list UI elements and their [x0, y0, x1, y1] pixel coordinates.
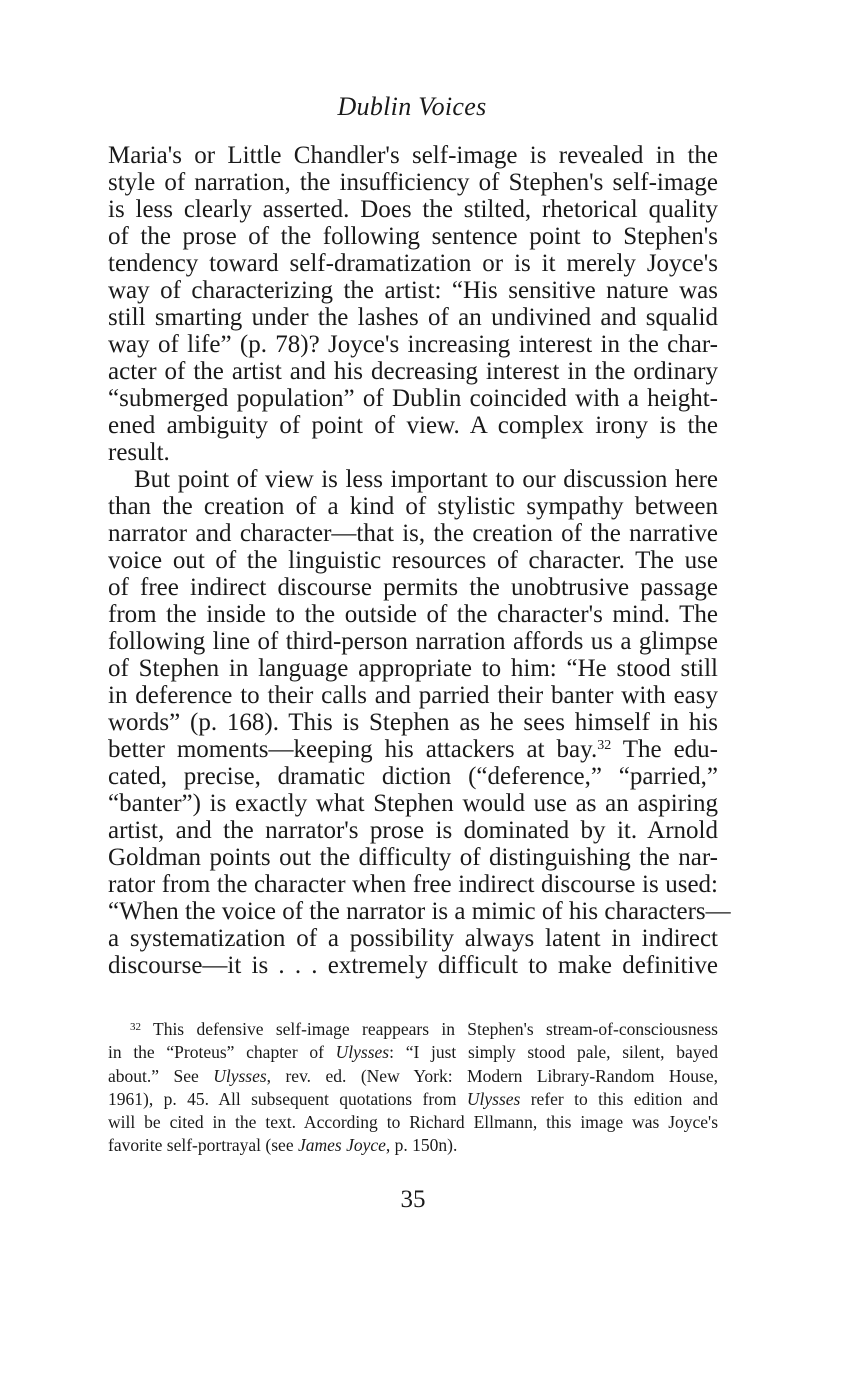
text-line: narrator and character—that is, the creation of the narrative: [108, 520, 718, 547]
footnote-text: 1961), p. 45. All subsequent quotations from: [108, 1088, 467, 1109]
footnote: [108, 1018, 718, 1158]
text-line: [108, 736, 718, 763]
text-line: “banter”) is exactly what Stephen would use as an aspiring: [108, 790, 718, 817]
text-line: than the creation of a kind of stylistic sympathy between: [108, 493, 718, 520]
text-line: But point of view is less important to our discussion here: [134, 466, 718, 493]
text-line: in deference to their calls and parried their banter with easy: [108, 682, 718, 709]
text-line: rator from the character when free indirect discourse is used:: [108, 871, 718, 898]
text-line: Maria's or Little Chandler's self-image is revealed in the: [108, 142, 718, 169]
running-head: Dublin Voices: [337, 92, 487, 121]
footnote-text: about.” See: [108, 1065, 214, 1086]
footnote-line: [108, 1018, 718, 1041]
text-segment: better moments—keeping his attackers at bay.: [108, 736, 598, 763]
footnote-title: Ulysses: [213, 1065, 267, 1086]
text-line: result.: [108, 439, 170, 466]
text-line: voice out of the linguistic resources of character. The use: [108, 547, 718, 574]
text-line: words” (p. 168). This is Stephen as he sees himself in his: [108, 709, 718, 736]
footnote-text: refer to this edition and: [520, 1088, 718, 1109]
footnote-line: [108, 1088, 718, 1111]
text-line: way of characterizing the artist: “His sensitive nature was: [108, 277, 718, 304]
text-line: tendency toward self-dramatization or is it merely Joyce's: [108, 250, 718, 277]
text-line: style of narration, the insufficiency of Stephen's self-image: [108, 169, 718, 196]
text-line: from the inside to the outside of the character's mind. The: [108, 601, 718, 628]
text-line: is less clearly asserted. Does the stilted, rhetorical quality: [108, 196, 718, 223]
text-line: way of life” (p. 78)? Joyce's increasing interest in the char-: [108, 331, 718, 358]
text-line: “When the voice of the narrator is a mimic of his characters—: [108, 898, 731, 925]
footnote-line: [108, 1065, 718, 1088]
footnote-text: , p. 150n).: [385, 1135, 458, 1156]
text-line: artist, and the narrator's prose is dominated by it. Arnold: [108, 817, 718, 844]
body-text: [108, 142, 731, 979]
footnote-reference: 32: [597, 738, 612, 753]
footnote-line: [108, 1134, 718, 1157]
footnote-text: , rev. ed. (New York: Modern Library-Random House,: [266, 1065, 719, 1086]
footnote-line: will be cited in the text. According to Richard Ellmann, this image was Joyce's: [108, 1112, 718, 1133]
text-line: Goldman points out the difficulty of distinguishing the nar-: [108, 844, 718, 871]
footnote-line: [108, 1041, 718, 1064]
footnote-text: : “I just simply stood pale, silent, bayed: [389, 1042, 718, 1063]
footnote-text: favorite self-portrayal (see: [108, 1135, 298, 1156]
text-line: ened ambiguity of point of view. A complex irony is the: [108, 412, 718, 439]
page-number: 35: [400, 1186, 426, 1213]
text-line: of Stephen in language appropriate to him: “He stood still: [108, 655, 718, 682]
footnote-title: James Joyce: [297, 1135, 386, 1156]
text-line: “submerged population” of Dublin coincided with a height-: [108, 385, 718, 412]
text-line: a systematization of a possibility always latent in indirect: [108, 925, 718, 952]
footnote-marker: 32: [130, 1021, 141, 1033]
text-line: still smarting under the lashes of an undivined and squalid: [108, 304, 718, 331]
text-line: discourse—it is . . . extremely difficult to make definitive: [108, 952, 718, 979]
footnote-title: Ulysses: [466, 1088, 521, 1109]
text-line: acter of the artist and his decreasing interest in the ordinary: [108, 358, 718, 385]
text-segment: The edu-: [611, 736, 718, 763]
text-line: of free indirect discourse permits the unobtrusive passage: [108, 574, 718, 601]
footnote-title: Ulysses: [335, 1042, 390, 1063]
text-line: following line of third-person narration affords us a glimpse: [108, 628, 718, 655]
text-line: of the prose of the following sentence point to Stephen's: [108, 223, 718, 250]
footnote-text: in the “Proteus” chapter of: [108, 1042, 336, 1063]
footnote-text: This defensive self-image reappears in Stephen's stream-of-consciousness: [141, 1019, 718, 1039]
text-line: cated, precise, dramatic diction (“deference,” “parried,”: [108, 763, 718, 790]
